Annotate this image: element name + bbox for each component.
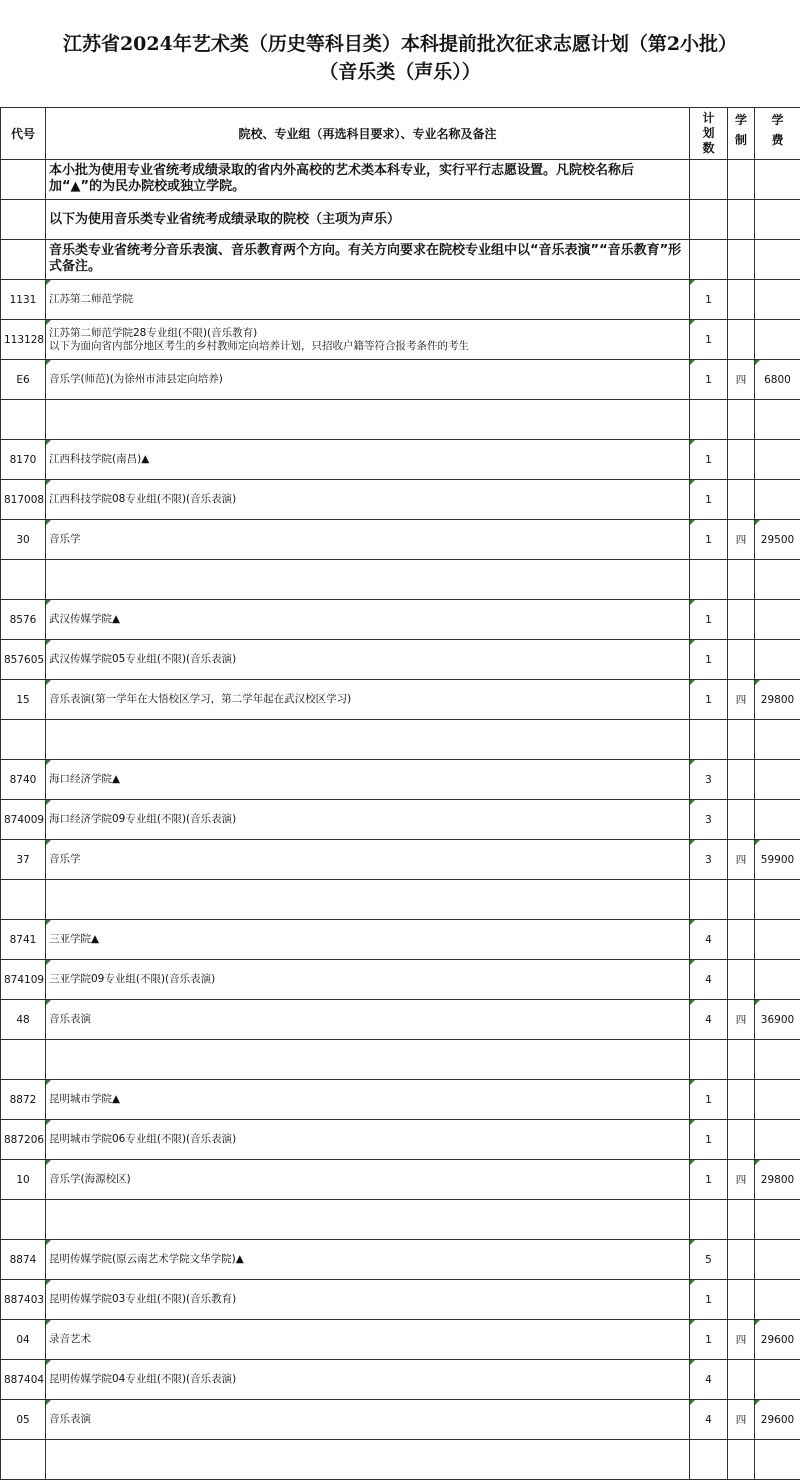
- code-cell: 37: [1, 840, 46, 880]
- page-title: [0, 0, 800, 83]
- plan-cell: 4: [690, 960, 728, 1000]
- years-cell: [728, 480, 755, 520]
- table-row: [1, 1120, 800, 1160]
- note-row: [1, 160, 800, 200]
- code-cell: 8576: [1, 600, 46, 640]
- plan-cell: 1: [690, 600, 728, 640]
- table-row: [1, 1280, 800, 1320]
- note-code-cell: [1, 240, 46, 280]
- table-row: [1, 600, 800, 640]
- code-cell: 8741: [1, 920, 46, 960]
- code-cell: [1, 1440, 46, 1480]
- table-row: [1, 360, 800, 400]
- table-row: [1, 800, 800, 840]
- name-text: 昆明传媒学院(原云南艺术学院文华学院)▲: [49, 1253, 244, 1265]
- fee-cell: [755, 280, 800, 320]
- table-row: [1, 1160, 800, 1200]
- note-fee-cell: [755, 160, 800, 200]
- code-cell: 8740: [1, 760, 46, 800]
- note-years-cell: [728, 200, 755, 240]
- table-row: [1, 920, 800, 960]
- table-row: [1, 640, 800, 680]
- code-cell: 8874: [1, 1240, 46, 1280]
- plan-cell: 1: [690, 320, 728, 360]
- fee-cell: 36900: [755, 1000, 800, 1040]
- note-text: 本小批为使用专业省统考成绩录取的省内外高校的艺术类本科专业，实行平行志愿设置。凡院校名称后加“▲”的为民办院校或独立学院。: [46, 160, 690, 200]
- fee-cell: [755, 800, 800, 840]
- table-row: [1, 1040, 800, 1080]
- plan-cell: 1: [690, 280, 728, 320]
- years-cell: [728, 760, 755, 800]
- fee-cell: [755, 1040, 800, 1080]
- plan-cell: [690, 400, 728, 440]
- plan-cell: 1: [690, 1160, 728, 1200]
- fee-cell: 29800: [755, 680, 800, 720]
- years-cell: 四: [728, 360, 755, 400]
- plan-cell: 5: [690, 1240, 728, 1280]
- years-cell: [728, 1240, 755, 1280]
- fee-cell: [755, 720, 800, 760]
- table-row: [1, 680, 800, 720]
- name-cell: [46, 720, 690, 760]
- plan-cell: 1: [690, 440, 728, 480]
- code-cell: 8170: [1, 440, 46, 480]
- name-cell: [46, 1200, 690, 1240]
- name-cell: [46, 440, 690, 480]
- name-text: 武汉传媒学院▲: [49, 613, 121, 625]
- years-cell: 四: [728, 840, 755, 880]
- years-cell: [728, 800, 755, 840]
- plan-table: [0, 107, 800, 1480]
- fee-cell: [755, 920, 800, 960]
- name-text: 音乐学: [49, 853, 81, 865]
- table-row: [1, 1440, 800, 1480]
- years-cell: [728, 320, 755, 360]
- years-cell: 四: [728, 1320, 755, 1360]
- plan-cell: 3: [690, 840, 728, 880]
- name-text: 海口经济学院09专业组(不限)(音乐表演): [49, 813, 237, 825]
- code-cell: 1131: [1, 280, 46, 320]
- name-text: 音乐表演: [49, 1013, 91, 1025]
- table-header-row: [1, 108, 800, 160]
- plan-cell: [690, 1040, 728, 1080]
- code-cell: 04: [1, 1320, 46, 1360]
- fee-cell: [755, 1280, 800, 1320]
- table-row: [1, 520, 800, 560]
- title-line-1: 江苏省2024年艺术类（历史等科目类）本科提前批次征求志愿计划（第2小批）: [62, 33, 738, 55]
- header-plan: [690, 108, 728, 160]
- code-cell: 30: [1, 520, 46, 560]
- name-cell: [46, 520, 690, 560]
- note-code-cell: [1, 160, 46, 200]
- name-cell: [46, 1320, 690, 1360]
- years-cell: [728, 400, 755, 440]
- years-cell: [728, 1360, 755, 1400]
- code-cell: 857605: [1, 640, 46, 680]
- code-cell: 887404: [1, 1360, 46, 1400]
- table-row: [1, 840, 800, 880]
- years-cell: 四: [728, 1160, 755, 1200]
- fee-cell: [755, 480, 800, 520]
- code-cell: [1, 1040, 46, 1080]
- name-cell: [46, 1280, 690, 1320]
- plan-cell: [690, 1200, 728, 1240]
- name-cell: [46, 360, 690, 400]
- fee-cell: [755, 1200, 800, 1240]
- name-cell: [46, 880, 690, 920]
- years-cell: 四: [728, 1000, 755, 1040]
- table-row: [1, 1360, 800, 1400]
- code-cell: E6: [1, 360, 46, 400]
- note-text: 音乐类专业省统考分音乐表演、音乐教育两个方向。有关方向要求在院校专业组中以“音乐表演”“音乐教育”形式备注。: [46, 240, 690, 280]
- name-cell: [46, 1040, 690, 1080]
- years-cell: [728, 960, 755, 1000]
- fee-cell: [755, 1080, 800, 1120]
- name-text: 音乐学: [49, 533, 81, 545]
- code-cell: 10: [1, 1160, 46, 1200]
- header-years-text: 学制: [734, 113, 747, 147]
- fee-cell: [755, 1440, 800, 1480]
- years-cell: [728, 280, 755, 320]
- years-cell: 四: [728, 1400, 755, 1440]
- code-cell: 874009: [1, 800, 46, 840]
- fee-cell: 59900: [755, 840, 800, 880]
- plan-cell: 3: [690, 760, 728, 800]
- table-row: [1, 1400, 800, 1440]
- table-row: [1, 440, 800, 480]
- plan-cell: 4: [690, 1360, 728, 1400]
- code-cell: [1, 880, 46, 920]
- years-cell: [728, 1200, 755, 1240]
- years-cell: [728, 600, 755, 640]
- table-row: [1, 1080, 800, 1120]
- plan-cell: [690, 880, 728, 920]
- header-name: 院校、专业组（再选科目要求）、专业名称及备注: [46, 108, 690, 160]
- name-text: 三亚学院▲: [49, 933, 100, 945]
- fee-cell: 6800: [755, 360, 800, 400]
- name-text: 音乐学(师范)(为徐州市沛县定向培养): [49, 373, 223, 385]
- note-code-cell: [1, 200, 46, 240]
- years-cell: 四: [728, 680, 755, 720]
- name-cell: [46, 1160, 690, 1200]
- name-text: 海口经济学院▲: [49, 773, 121, 785]
- fee-cell: [755, 1120, 800, 1160]
- name-text: 录音艺术: [49, 1333, 91, 1345]
- code-cell: 817008: [1, 480, 46, 520]
- plan-cell: 1: [690, 680, 728, 720]
- table-row: [1, 760, 800, 800]
- fee-cell: [755, 400, 800, 440]
- fee-cell: [755, 440, 800, 480]
- code-cell: 05: [1, 1400, 46, 1440]
- code-cell: 8872: [1, 1080, 46, 1120]
- fee-cell: [755, 600, 800, 640]
- fee-cell: [755, 880, 800, 920]
- table-row: [1, 480, 800, 520]
- years-cell: [728, 1280, 755, 1320]
- note-row: [1, 200, 800, 240]
- note-text: 以下为使用音乐类专业省统考成绩录取的院校（主项为声乐）: [46, 200, 690, 240]
- name-text: 音乐表演(第一学年在大悟校区学习，第二学年起在武汉校区学习): [49, 693, 352, 705]
- name-cell: [46, 480, 690, 520]
- fee-cell: [755, 320, 800, 360]
- plan-cell: 1: [690, 640, 728, 680]
- name-text: 音乐表演: [49, 1413, 91, 1425]
- fee-cell: 29600: [755, 1320, 800, 1360]
- name-cell: [46, 1240, 690, 1280]
- fee-cell: [755, 760, 800, 800]
- fee-cell: 29500: [755, 520, 800, 560]
- code-cell: [1, 720, 46, 760]
- name-text: 江苏第二师范学院28专业组(不限)(音乐教育): [49, 326, 258, 339]
- name-text: 武汉传媒学院05专业组(不限)(音乐表演): [49, 653, 237, 665]
- years-cell: 四: [728, 520, 755, 560]
- plan-cell: 1: [690, 1320, 728, 1360]
- table-row: [1, 400, 800, 440]
- plan-cell: [690, 560, 728, 600]
- table-body: [1, 160, 800, 1480]
- fee-cell: 29800: [755, 1160, 800, 1200]
- table-row: [1, 960, 800, 1000]
- table-row: [1, 1000, 800, 1040]
- plan-cell: 4: [690, 1400, 728, 1440]
- name-cell: [46, 1000, 690, 1040]
- note-fee-cell: [755, 200, 800, 240]
- note-years-cell: [728, 160, 755, 200]
- name-cell: [46, 1120, 690, 1160]
- years-cell: [728, 440, 755, 480]
- name-cell: [46, 800, 690, 840]
- plan-cell: 1: [690, 1280, 728, 1320]
- years-cell: [728, 640, 755, 680]
- plan-cell: [690, 720, 728, 760]
- name-note-text: 以下为面向省内部分地区考生的乡村教师定向培养计划，只招收户籍等符合报考条件的考生: [49, 339, 469, 352]
- plan-cell: [690, 1440, 728, 1480]
- name-cell: [46, 640, 690, 680]
- note-plan-cell: [690, 240, 728, 280]
- name-cell: [46, 1080, 690, 1120]
- plan-cell: 4: [690, 920, 728, 960]
- note-plan-cell: [690, 200, 728, 240]
- name-text: 三亚学院09专业组(不限)(音乐表演): [49, 973, 216, 985]
- code-cell: [1, 1200, 46, 1240]
- note-plan-cell: [690, 160, 728, 200]
- years-cell: [728, 920, 755, 960]
- years-cell: [728, 720, 755, 760]
- name-cell: [46, 840, 690, 880]
- name-cell: [46, 280, 690, 320]
- table-row: [1, 280, 800, 320]
- code-cell: 48: [1, 1000, 46, 1040]
- header-years: [728, 108, 755, 160]
- name-cell: [46, 920, 690, 960]
- name-cell: [46, 1400, 690, 1440]
- name-text: 昆明城市学院▲: [49, 1093, 121, 1105]
- years-cell: [728, 1080, 755, 1120]
- note-fee-cell: [755, 240, 800, 280]
- years-cell: [728, 1120, 755, 1160]
- name-cell: [46, 560, 690, 600]
- name-cell: [46, 960, 690, 1000]
- note-row: [1, 240, 800, 280]
- plan-cell: 3: [690, 800, 728, 840]
- note-years-cell: [728, 240, 755, 280]
- title-line-2: （音乐类（声乐））: [319, 61, 481, 83]
- code-cell: [1, 400, 46, 440]
- table-row: [1, 560, 800, 600]
- name-cell: [46, 600, 690, 640]
- name-text: 江西科技学院08专业组(不限)(音乐表演): [49, 493, 237, 505]
- plan-cell: 1: [690, 1120, 728, 1160]
- header-fee-text: 学费: [771, 113, 784, 147]
- fee-cell: [755, 960, 800, 1000]
- code-cell: 887403: [1, 1280, 46, 1320]
- name-cell: [46, 680, 690, 720]
- fee-cell: [755, 1360, 800, 1400]
- table-row: [1, 1200, 800, 1240]
- name-cell: [46, 1360, 690, 1400]
- name-text: 昆明传媒学院03专业组(不限)(音乐教育): [49, 1293, 237, 1305]
- table-row: [1, 1320, 800, 1360]
- name-cell: [46, 320, 690, 360]
- years-cell: [728, 1440, 755, 1480]
- table-row: [1, 1240, 800, 1280]
- table-row: [1, 880, 800, 920]
- fee-cell: [755, 1240, 800, 1280]
- plan-cell: 1: [690, 520, 728, 560]
- years-cell: [728, 560, 755, 600]
- code-cell: [1, 560, 46, 600]
- table-row: [1, 720, 800, 760]
- years-cell: [728, 880, 755, 920]
- plan-cell: 1: [690, 1080, 728, 1120]
- header-code: 代号: [1, 108, 46, 160]
- name-text: 音乐学(海源校区): [49, 1173, 131, 1185]
- plan-cell: 4: [690, 1000, 728, 1040]
- name-text: 昆明城市学院06专业组(不限)(音乐表演): [49, 1133, 237, 1145]
- table-row: [1, 320, 800, 360]
- name-text: 江苏第二师范学院: [49, 293, 133, 305]
- plan-cell: 1: [690, 480, 728, 520]
- code-cell: 874109: [1, 960, 46, 1000]
- name-cell: [46, 760, 690, 800]
- code-cell: 887206: [1, 1120, 46, 1160]
- fee-cell: [755, 640, 800, 680]
- code-cell: 15: [1, 680, 46, 720]
- header-plan-text: 计划数: [702, 111, 715, 155]
- name-cell: [46, 400, 690, 440]
- code-cell: 113128: [1, 320, 46, 360]
- name-text: 昆明传媒学院04专业组(不限)(音乐表演): [49, 1373, 237, 1385]
- fee-cell: 29600: [755, 1400, 800, 1440]
- name-text: 江西科技学院(南昌)▲: [49, 453, 150, 465]
- plan-cell: 1: [690, 360, 728, 400]
- years-cell: [728, 1040, 755, 1080]
- header-fee: [755, 108, 800, 160]
- name-cell: [46, 1440, 690, 1480]
- fee-cell: [755, 560, 800, 600]
